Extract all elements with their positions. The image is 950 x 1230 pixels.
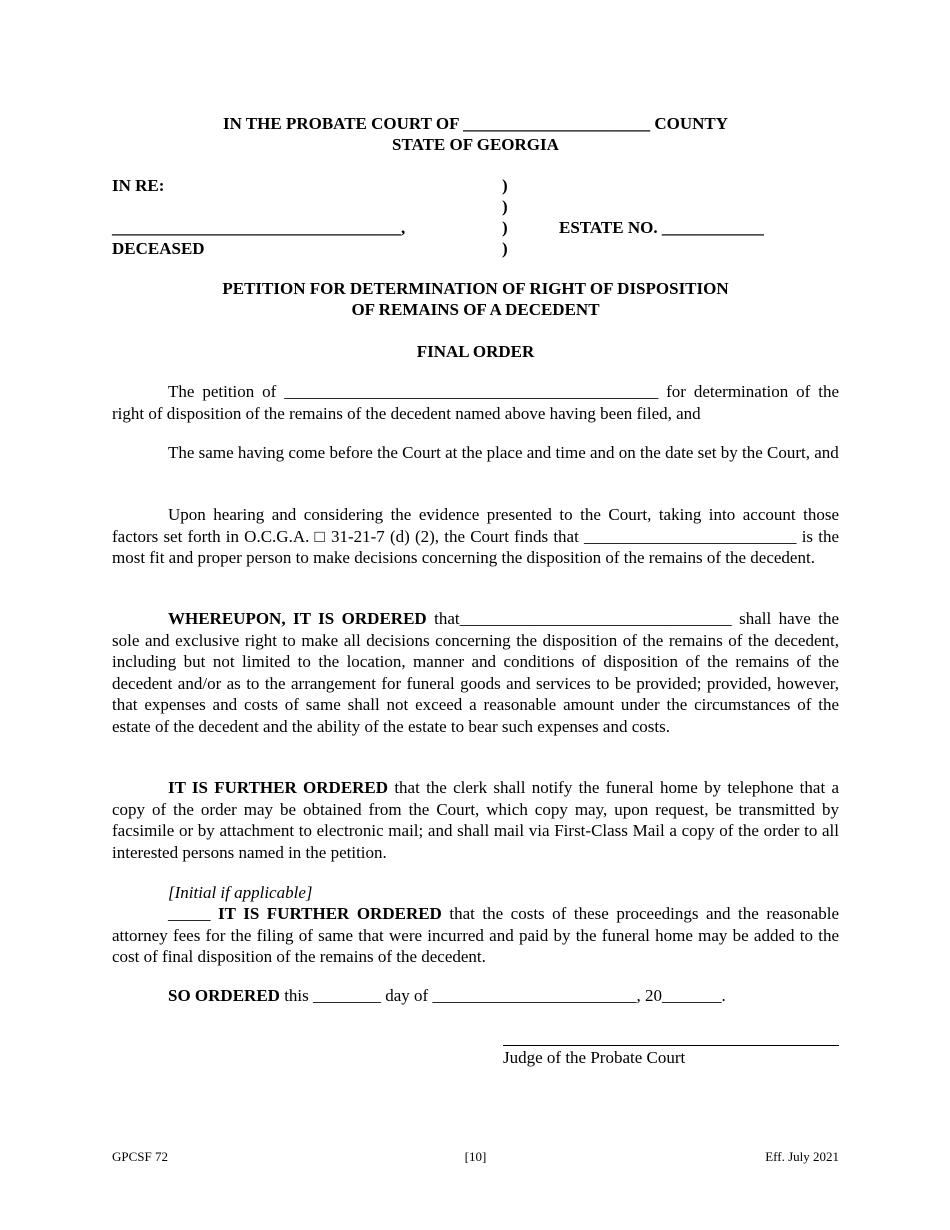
further-ordered-lead: IT IS FURTHER ORDERED: [168, 778, 389, 797]
judge-signature-line: [503, 1045, 839, 1046]
petition-title-line2: OF REMAINS OF A DECEDENT: [351, 300, 600, 319]
caption-paren: ): [502, 218, 508, 237]
initial-blank: _____: [168, 904, 219, 923]
decedent-name-blank: __________________________________,: [112, 218, 406, 237]
paragraph-findings: Upon hearing and considering the evidence presented to the Court, taking into account those factors set forth in O.C.G.A. □ 31-21-7 (d) (2), the Court finds that _________________________ is the most fit and proper person to make decisions concerning the disposition of the remains of the decedent.: [112, 505, 839, 567]
paragraph-petition: The petition of ____________________________________________ for determination of the right of disposition of the remains of the decedent named above having been filed, and: [112, 382, 839, 423]
form-id: GPCSF 72: [112, 1149, 168, 1164]
effective-date: Eff. July 2021: [765, 1149, 839, 1164]
further-ordered-text: that the clerk shall notify the funeral home by telephone that a copy of the order may be obtained from the Court, which copy may, upon request, be transmitted by facsimile or by attachment to electronic mail; and shall mail via First-Class Mail a copy of the order to all interested persons named in the petition.: [112, 778, 839, 862]
so-ordered-text: this ________ day of ________________________, 20_______.: [279, 986, 726, 1005]
in-re-label: IN RE:: [112, 176, 165, 195]
further-ordered-costs-lead: IT IS FURTHER ORDERED: [218, 904, 442, 923]
caption-paren: ): [502, 176, 508, 195]
so-ordered-line: [112, 985, 839, 1007]
further-ordered-costs-text: that the costs of these proceedings and the reasonable attorney fees for the filing of same that were incurred and paid by the funeral home may be added to the cost of final disposition of the remains of the decedent.: [112, 904, 840, 966]
whereupon-text: that________________________________ shall have the sole and exclusive right to make all decisions concerning the disposition of the remains of the decedent, including but not limited to the location, manner and conditions of disposition of the remains of the decedent and/or as to the arrangement for funeral goods and services to be provided; provided, however, that expenses and costs of same shall not exceed a reasonable amount under the circumstances of the estate of the decedent and the ability of the estate to bear such expenses and costs.: [112, 609, 839, 736]
court-header: IN THE PROBATE COURT OF ______________________ COUNTY: [222, 114, 729, 133]
judge-signature-label: Judge of the Probate Court: [503, 1048, 686, 1067]
state-header: STATE OF GEORGIA: [392, 135, 559, 154]
paragraph-hearing: The same having come before the Court at the place and time and on the date set by the Court, and: [168, 443, 839, 462]
estate-number: ESTATE NO. ____________: [559, 218, 764, 237]
caption-paren: ): [502, 239, 508, 258]
paragraph-further-ordered-costs: [112, 903, 839, 968]
paragraph-further-ordered-notify: [112, 777, 839, 863]
petition-title-line1: PETITION FOR DETERMINATION OF RIGHT OF DISPOSITION: [222, 279, 729, 298]
document-page: [112, 0, 839, 1230]
caption-paren: ): [502, 197, 508, 216]
deceased-label: DECEASED: [112, 239, 205, 258]
paragraph-whereupon: [112, 608, 839, 737]
so-ordered-lead: SO ORDERED: [168, 986, 280, 1005]
whereupon-lead: WHEREUPON, IT IS ORDERED: [168, 609, 427, 628]
initial-if-applicable-note: [Initial if applicable]: [168, 883, 313, 902]
final-order-title: FINAL ORDER: [416, 342, 535, 361]
page-number: [10]: [464, 1149, 487, 1164]
